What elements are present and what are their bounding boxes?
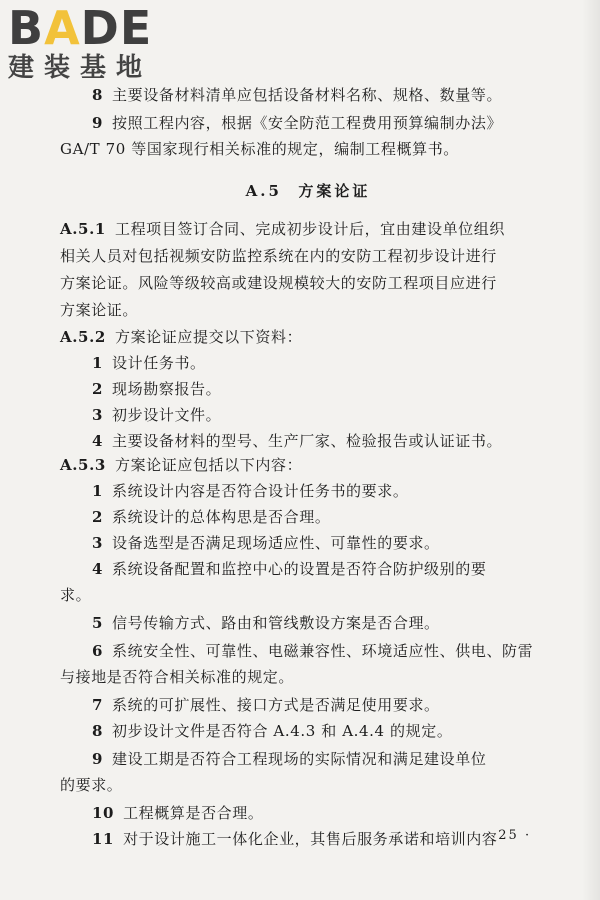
item-text: 按照工程内容，根据《安全防范工程费用预算编制办法》 <box>112 114 503 132</box>
item-number: 1 <box>92 482 104 500</box>
a53-item-2 <box>92 504 330 530</box>
a53-item-5 <box>92 610 440 636</box>
item-text: 信号传输方式、路由和管线敷设方案是否合理。 <box>112 614 440 632</box>
item-number: 4 <box>92 560 104 578</box>
item-text: 初步设计文件。 <box>112 406 222 424</box>
a53-item-11 <box>92 826 497 852</box>
item-text: 工程概算是否合理。 <box>123 804 264 822</box>
page-number: · 25 · <box>486 828 532 843</box>
watermark-brand-de: DE <box>80 1 153 55</box>
item-text: 系统的可扩展性、接口方式是否满足使用要求。 <box>112 696 440 714</box>
a52-item-4 <box>92 428 502 454</box>
a53-item-1 <box>92 478 408 504</box>
clause-a51 <box>60 216 505 242</box>
clause-id: A.5.3 <box>60 456 106 474</box>
bade-watermark-logo <box>2 2 182 90</box>
a53-item-8 <box>92 718 452 744</box>
item-text: 主要设备材料清单应包括设备材料名称、规格、数量等。 <box>112 86 503 104</box>
item-text: 建设工期是否符合工程现场的实际情况和满足建设单位 <box>112 750 487 768</box>
item-text: 现场勘察报告。 <box>112 380 222 398</box>
a53-item-4-continuation: 求。 <box>60 586 92 604</box>
item-number: 8 <box>92 86 104 104</box>
a53-item-7 <box>92 692 440 718</box>
a53-item-6-continuation: 与接地是否符合相关标准的规定。 <box>60 668 295 686</box>
a52-item-2 <box>92 376 221 402</box>
a53-item-3 <box>92 530 440 556</box>
item-number: 1 <box>92 354 104 372</box>
item-number: 7 <box>92 696 104 714</box>
item-number: 9 <box>92 750 104 768</box>
clause-a51-line-3: 方案论证。风险等级较高或建设规模较大的安防工程项目应进行 <box>60 274 497 292</box>
top-item-9-continuation: GA/T 70 等国家现行相关标准的规定，编制工程概算书。 <box>60 140 459 158</box>
item-number: 9 <box>92 114 104 132</box>
item-number: 8 <box>92 722 104 740</box>
section-title: 方案论证 <box>298 182 371 200</box>
clause-a51-line-2: 相关人员对包括视频安防监控系统在内的安防工程初步设计进行 <box>60 247 497 265</box>
item-number: 6 <box>92 642 104 660</box>
item-text: 设备选型是否满足现场适应性、可靠性的要求。 <box>112 534 440 552</box>
clause-a53 <box>60 452 302 478</box>
item-number: 4 <box>92 432 104 450</box>
watermark-brand-a: A <box>44 1 81 55</box>
section-heading <box>60 178 556 204</box>
item-number: 3 <box>92 406 104 424</box>
section-number: A.5 <box>245 182 282 200</box>
item-number: 3 <box>92 534 104 552</box>
item-number: 2 <box>92 508 104 526</box>
item-number: 11 <box>92 830 115 848</box>
clause-intro: 方案论证应包括以下内容： <box>114 456 303 474</box>
item-text: 系统设计内容是否符合设计任务书的要求。 <box>112 482 409 500</box>
item-text: 主要设备材料的型号、生产厂家、检验报告或认证证书。 <box>112 432 503 450</box>
top-item-9 <box>92 110 502 136</box>
item-text: 系统设备配置和监控中心的设置是否符合防护级别的要 <box>112 560 487 578</box>
clause-id: A.5.1 <box>60 220 106 238</box>
item-number: 5 <box>92 614 104 632</box>
item-text: 设计任务书。 <box>112 354 206 372</box>
a53-item-4 <box>92 556 486 582</box>
clause-a52 <box>60 324 302 350</box>
a52-item-1 <box>92 350 206 376</box>
watermark-brand-b: B <box>8 1 45 55</box>
clause-intro: 方案论证应提交以下资料： <box>114 328 303 346</box>
a53-item-9-continuation: 的要求。 <box>60 776 123 794</box>
item-number: 10 <box>92 804 115 822</box>
item-number: 2 <box>92 380 104 398</box>
clause-a51-line-4: 方案论证。 <box>60 301 139 319</box>
watermark-subtitle: 建装基地 <box>8 53 153 83</box>
item-text: 初步设计文件是否符合 A.4.3 和 A.4.4 的规定。 <box>112 722 453 740</box>
clause-text: 工程项目签订合同、完成初步设计后，宜由建设单位组织 <box>114 220 505 238</box>
item-text: 系统安全性、可靠性、电磁兼容性、环境适应性、供电、防雷 <box>112 642 534 660</box>
clause-id: A.5.2 <box>60 328 106 346</box>
a53-item-6 <box>92 638 533 664</box>
item-text: 对于设计施工一体化企业，其售后服务承诺和培训内容 <box>123 830 498 848</box>
watermark-brand <box>8 2 152 54</box>
item-text: 系统设计的总体构思是否合理。 <box>112 508 331 526</box>
a53-item-10 <box>92 800 263 826</box>
a53-item-9 <box>92 746 486 772</box>
a52-item-3 <box>92 402 221 428</box>
